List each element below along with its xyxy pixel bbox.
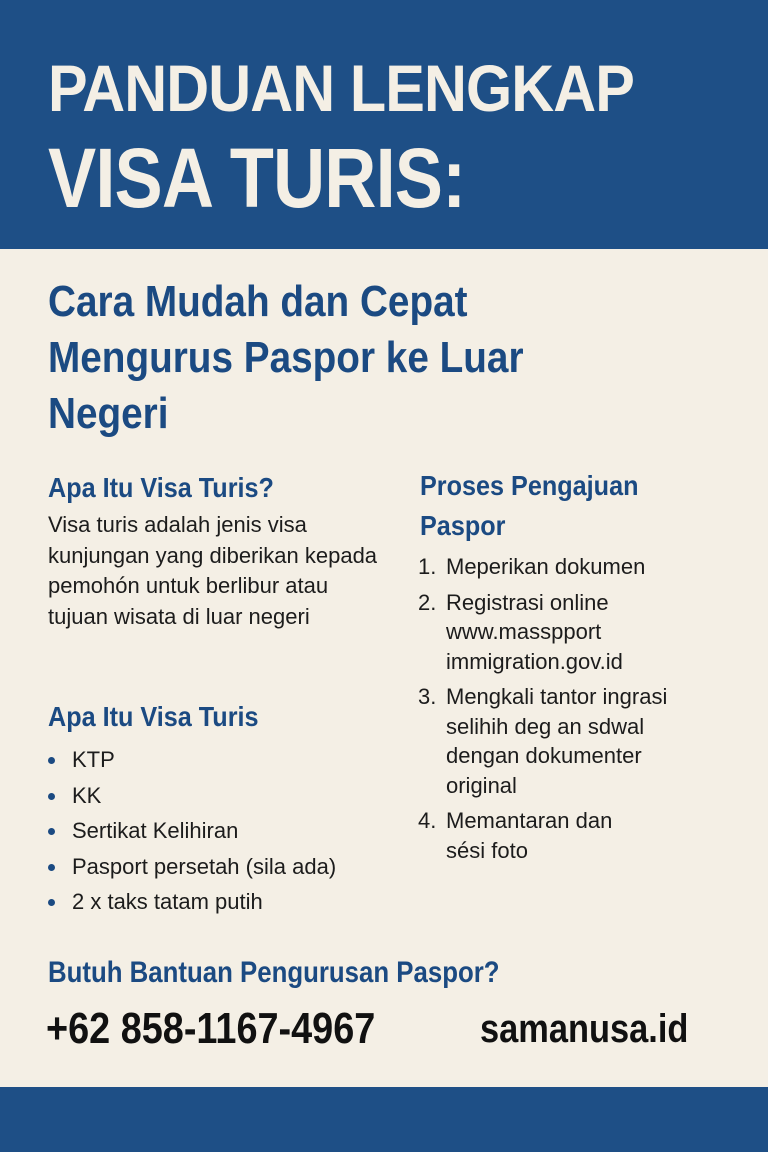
list-item-label: KK [72, 782, 102, 808]
section-heading-requirements: Apa Itu Visa Turis [48, 701, 259, 732]
bullet-icon [48, 793, 55, 800]
list-item-label: Pasport persetah (sila ada) [72, 853, 337, 879]
requirements-list [48, 742, 336, 920]
footer-banner [0, 1087, 768, 1152]
page-subtitle: Cara Mudah dan Cepat Mengurus Paspor ke Luar Negeri [48, 277, 524, 438]
page-title-line1: PANDUAN LENGKAP [48, 51, 635, 125]
section-heading-process: Proses Pengajuan Paspor [420, 470, 639, 541]
step-text-url: immigration.gov.id [446, 648, 623, 674]
bullet-icon [48, 828, 55, 835]
bullet-icon [48, 899, 55, 906]
bullet-icon [48, 864, 55, 871]
list-item [48, 813, 336, 849]
list-item [48, 849, 336, 885]
list-item [48, 778, 336, 814]
step-text: Registrasi online [446, 589, 609, 615]
contact-website-link[interactable]: samanusa.id [480, 1007, 689, 1051]
step-number: 1. [418, 554, 437, 579]
list-item-label: 2 x taks tatam putih [72, 889, 263, 914]
header-banner [0, 0, 768, 249]
step-text: sési foto [446, 837, 528, 863]
section-heading-what-is-visa: Apa Itu Visa Turis? [48, 472, 274, 503]
bullet-icon [48, 757, 55, 764]
process-step [418, 806, 738, 865]
step-text: Mengkali tantor ingrasi [446, 684, 668, 709]
step-text-url: www.masspport [446, 619, 602, 644]
contact-phone-number[interactable]: +62 858-1167-4967 [46, 1004, 376, 1053]
visa-description-paragraph: Visa turis adalah jenis visa kunjungan yang diberikan kepada pemohón untuk berlibur atau tujuan wisata di luar negeri [48, 512, 378, 629]
list-item-label: Sertikat Kelihiran [72, 818, 239, 843]
step-text: selihih deg an sdwal [446, 713, 645, 739]
step-text: dengan dokumenter [446, 743, 642, 768]
page-title-line2: VISA TURIS: [48, 131, 466, 225]
cta-heading: Butuh Bantuan Pengurusan Paspor? [48, 956, 500, 989]
list-item [48, 742, 336, 778]
step-number: 3. [418, 684, 437, 709]
process-steps-list [418, 552, 738, 871]
process-step [418, 552, 738, 582]
step-text: Memantaran dan [446, 808, 613, 833]
step-text: Meperikan dokumen [446, 554, 646, 579]
list-item-label: KTP [72, 747, 115, 772]
step-number: 2. [418, 589, 437, 615]
list-item [48, 884, 336, 920]
process-step [418, 588, 738, 677]
step-text: original [446, 772, 517, 798]
process-step [418, 682, 738, 800]
step-number: 4. [418, 808, 437, 833]
